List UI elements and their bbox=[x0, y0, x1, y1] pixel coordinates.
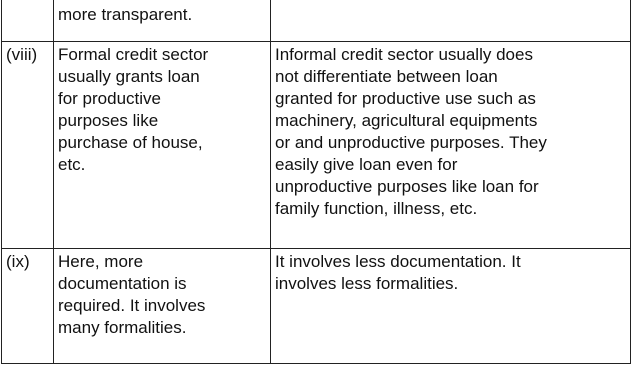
row-number-cell bbox=[2, 0, 54, 42]
informal-sector-cell: Informal credit sector usually does not differentiate between loan granted for productive use such as machinery, agricultural equipments or and unproductive purposes. They easily give loan even for unproductive purposes like loan for family function, illness, etc. bbox=[271, 42, 631, 249]
row-number-cell: (ix) bbox=[2, 249, 54, 364]
formal-sector-cell: more transparent. bbox=[54, 0, 271, 42]
table-row bbox=[2, 0, 631, 42]
formal-sector-cell: Formal credit sector usually grants loan for productive purposes like purchase of house, etc. bbox=[54, 42, 271, 249]
table-row bbox=[2, 42, 631, 249]
row-number-cell: (viii) bbox=[2, 42, 54, 249]
informal-sector-cell bbox=[271, 0, 631, 42]
table-row bbox=[2, 249, 631, 364]
comparison-table bbox=[1, 0, 631, 364]
informal-sector-cell: It involves less documentation. It involves less formalities. bbox=[271, 249, 631, 364]
formal-sector-cell: Here, more documentation is required. It involves many formalities. bbox=[54, 249, 271, 364]
